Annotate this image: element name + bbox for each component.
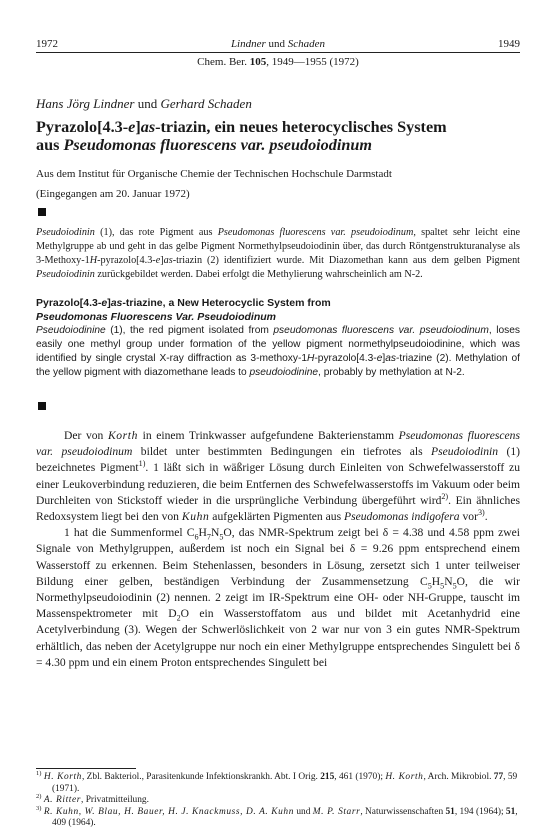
footnote-text: und [294,806,313,817]
title-part: ] [135,118,141,136]
body-span: O ein Wasserstoffatom aus und bildet mit Acetanhydrid eine Acetylverbindung (3). Wegen der Schwerlöslichkeit von 2 war nur von 3 ein gutes NMR-Spektrum erhältlich, das neben der Acetylgruppe nur noch ein einer Methylgruppe entsprechendes Singulett bei δ = 4.30 ppm und ein einem Proton entsprechendes Singulett bei [36,607,521,669]
formula-subscript: 6 [194,532,199,542]
abstract-text: as [163,255,173,266]
abstract-text: (1), das rote Pigment aus [94,227,218,238]
abstract-text: H [89,255,98,266]
footnote-text: , 194 (1964); [454,806,506,817]
footnote-text: , Arch. Mikrobiol. [423,772,494,782]
author-2: Gerhard Schaden [160,96,252,111]
footnote-rule [36,768,136,769]
header-rule [36,52,520,53]
body-span: . Ein ähnliches Redoxsystem liegt bei den von [36,493,521,524]
footnote-2 [36,795,520,807]
abstract-text: (1), the red pigment isolated from [105,325,274,336]
body-marker-square [38,402,46,410]
paragraph-1 [36,428,520,525]
page-number-left: 1972 [36,38,58,50]
footnote-text: , Privatmitteilung. [81,795,149,806]
formula-subscript: 5 [452,581,457,591]
footnote-volume: 51 [505,806,516,817]
citation-pages: , 1949—1955 (1972) [266,56,359,68]
body-span: . [484,510,488,524]
abstract-text: pseudoiodinine [249,367,319,378]
journal-citation [36,56,520,68]
body-span: N [444,574,453,588]
organism-name: Pseudomonas fluorescens var. pseudoiodinum [36,429,520,459]
title-part: as [140,118,156,136]
body-span: vor [459,510,478,524]
footnote-author: H. Korth [385,772,424,782]
abstract-title-part: -triazine, a New Heterocyclic System from [122,297,331,309]
abstract-text: , probably by methylation at N-2. [318,367,465,378]
running-author-2: Schaden [287,38,326,50]
running-and: und [265,38,288,50]
author-and: und [134,96,161,111]
footnote-text: , 409 (1964). [52,806,518,829]
footnote-number: 1) [36,769,42,777]
article-title [36,118,520,154]
abstract-text: e [376,353,383,364]
running-title [36,38,520,50]
abstract-text: , loses easily one methyl group under formation of the yellow pigment normethylpseudoiodinine, which was identified by single crystal X-ray diffraction as 3-methoxy-1 [36,325,520,364]
footnote-author: R. Kuhn, W. Blau, H. Bauer, H. J. Knackmuss, D. A. Kuhn [43,806,295,817]
abstract-english [36,324,520,380]
footnote-author: M. P. Starr [312,806,361,817]
abstract-text: ] [160,255,164,266]
formula-subscript: 5 [427,581,432,591]
body-span: H [431,574,441,588]
abstract-marker-square [38,208,46,216]
abstract-text: Pseudomonas fluorescens var. pseudoiodinum [217,227,414,238]
footnote-ref-3[interactable]: 3) [477,508,485,518]
body-span: bildet unter bestimmten Bedingungen ein tiefrotes als [132,445,432,459]
title-part: aus [36,136,64,154]
footnote-text: , Zbl. Bakteriol., Parasitenkunde Infektionskrankh. Abt. I Orig. [81,772,321,782]
citation-journal: Chem. Ber. [197,56,250,68]
abstract-text: as [385,353,396,364]
body-span: Der von [64,429,108,442]
footnote-ref-1[interactable]: 1) [138,459,146,469]
formula-subscript: 7 [206,532,211,542]
abstract-text: ] [382,353,386,364]
abstract-text: Pseudoiodinin [36,269,95,280]
abstract-german [36,226,520,282]
title-part: -triazin, ein neues heterocyclisches System [155,118,447,136]
title-part: e [128,118,136,136]
body-span: 1 hat die Summenformel C [64,526,195,540]
abstract-title-part: e [101,297,108,309]
abstract-text: Pseudoiodinin [36,227,95,238]
abstract-title-part: as [110,297,123,309]
citation-volume: 105 [249,56,267,68]
body-text [36,428,520,671]
footnote-text: , 461 (1970); [334,772,386,782]
body-span: H [198,526,207,540]
running-header [36,38,520,52]
abstract-text: -triazine (2). Methylation of the yellow pigment with diazomethane leads to [36,353,520,378]
abstract-text: -pyrazolo[4.3- [314,353,377,364]
title-part: Pyrazolo[4.3- [36,118,129,136]
author-name: Korth [107,429,139,442]
body-span: O, die wir Normethylpseudoiodinin (2) nennen. 2 zeigt im IR-Spektrum eine OH- oder NH-Gruppe, tauscht im Massenspektrometer mit D [36,574,520,621]
footnote-1 [36,769,520,795]
abstract-text: Pseudoiodinine [36,325,106,336]
body-span: N [210,526,220,540]
title-organism: Pseudomonas fluorescens var. pseudoiodinum [63,136,372,154]
page-number-right: 1949 [498,38,520,50]
footnote-volume: 215 [320,772,335,782]
body-span: (1) bezeichnetes Pigment [36,445,520,475]
footnote-3 [36,804,520,830]
footnote-author: A. Ritter [43,795,81,806]
abstract-title-part: Pyrazolo[4.3- [36,297,102,309]
abstract-text: , spaltet sehr leicht eine Methylgruppe ab und geht in das gelbe Pigment Normethylpseudoiodinin über, das durch Röntgenstrukturanalyse als 3-Methoxy-1 [36,227,520,266]
abstract-text: -triazin (2) identifiziert wurde. Mit Diazomethan kann aus dem gelben Pigment [172,255,520,266]
abstract-text: pseudomonas fluorescens var. pseudoiodinum [273,325,489,336]
footnote-number: 3) [36,804,42,812]
formula-subscript: 5 [219,532,224,542]
body-span: O, das NMR-Spektrum zeigt bei δ = 4.38 und 4.58 ppm zwei Signale von Methylgruppen, außerdem ist noch ein Signal bei δ = 9.26 ppm entsprechend einem Wasserstoff zu erkennen. Beim Stehenlassen, besonders in Lösung, zersetzt sich 1 unter teilweiser Bildung einer gelben, beständigen Verbindung der Zusammensetzung C [36,526,520,588]
abstract-text: H [307,353,315,364]
abstract-english-title [36,296,520,324]
body-span: in einem Trinkwasser aufgefundene Bakterienstamm [138,429,399,442]
body-span: . 1 läßt sich in wäßriger Lösung durch Einleiten von Schwefelwasserstoff zu einer Leukoverbindung reduzieren, die beim Entfernen des Schwefelwasserstoffs im Vakuum oder beim Durchleiten von Stickstoff wieder in die ursprüngliche Verbindung übergeführt wird [36,461,520,507]
abstract-title-part: ] [107,297,111,309]
footnote-volume: 77 [493,772,504,782]
footnote-text: , 59 (1971). [52,772,518,794]
abstract-text: zurückgebildet werden. Dabei erfolgt die Methylierung wahrscheinlich am N-2. [94,269,423,280]
abstract-text: e [155,255,161,266]
paragraph-2 [36,525,520,671]
footnote-volume: 51 [445,806,455,817]
formula-subscript: 2 [176,613,181,623]
institute: Aus dem Institut für Organische Chemie der Technischen Hochschule Darmstadt [36,168,392,180]
footnotes [36,769,520,830]
footnote-text: , Naturwissenschaften [360,806,446,817]
received-date: (Eingegangen am 20. Januar 1972) [36,188,190,200]
abstract-text: -pyrazolo[4.3- [97,255,156,266]
running-author-1: Lindner [230,38,266,50]
body-span: aufgeklärten Pigmenten aus [209,510,344,524]
formula-subscript: 5 [440,581,445,591]
footnote-ref-2[interactable]: 2) [441,491,449,501]
footnote-author: H. Korth [43,772,82,782]
author-name: Kuhn [181,510,210,524]
footnote-number: 2) [36,793,42,801]
author-1: Hans Jörg Lindner [36,96,135,111]
pigment-name: Pseudoiodinin [431,445,499,459]
authors [36,96,252,112]
abstract-title-part: Pseudomonas Fluorescens Var. Pseudoiodinum [36,311,277,323]
organism-name: Pseudomonas indigofera [343,510,460,524]
